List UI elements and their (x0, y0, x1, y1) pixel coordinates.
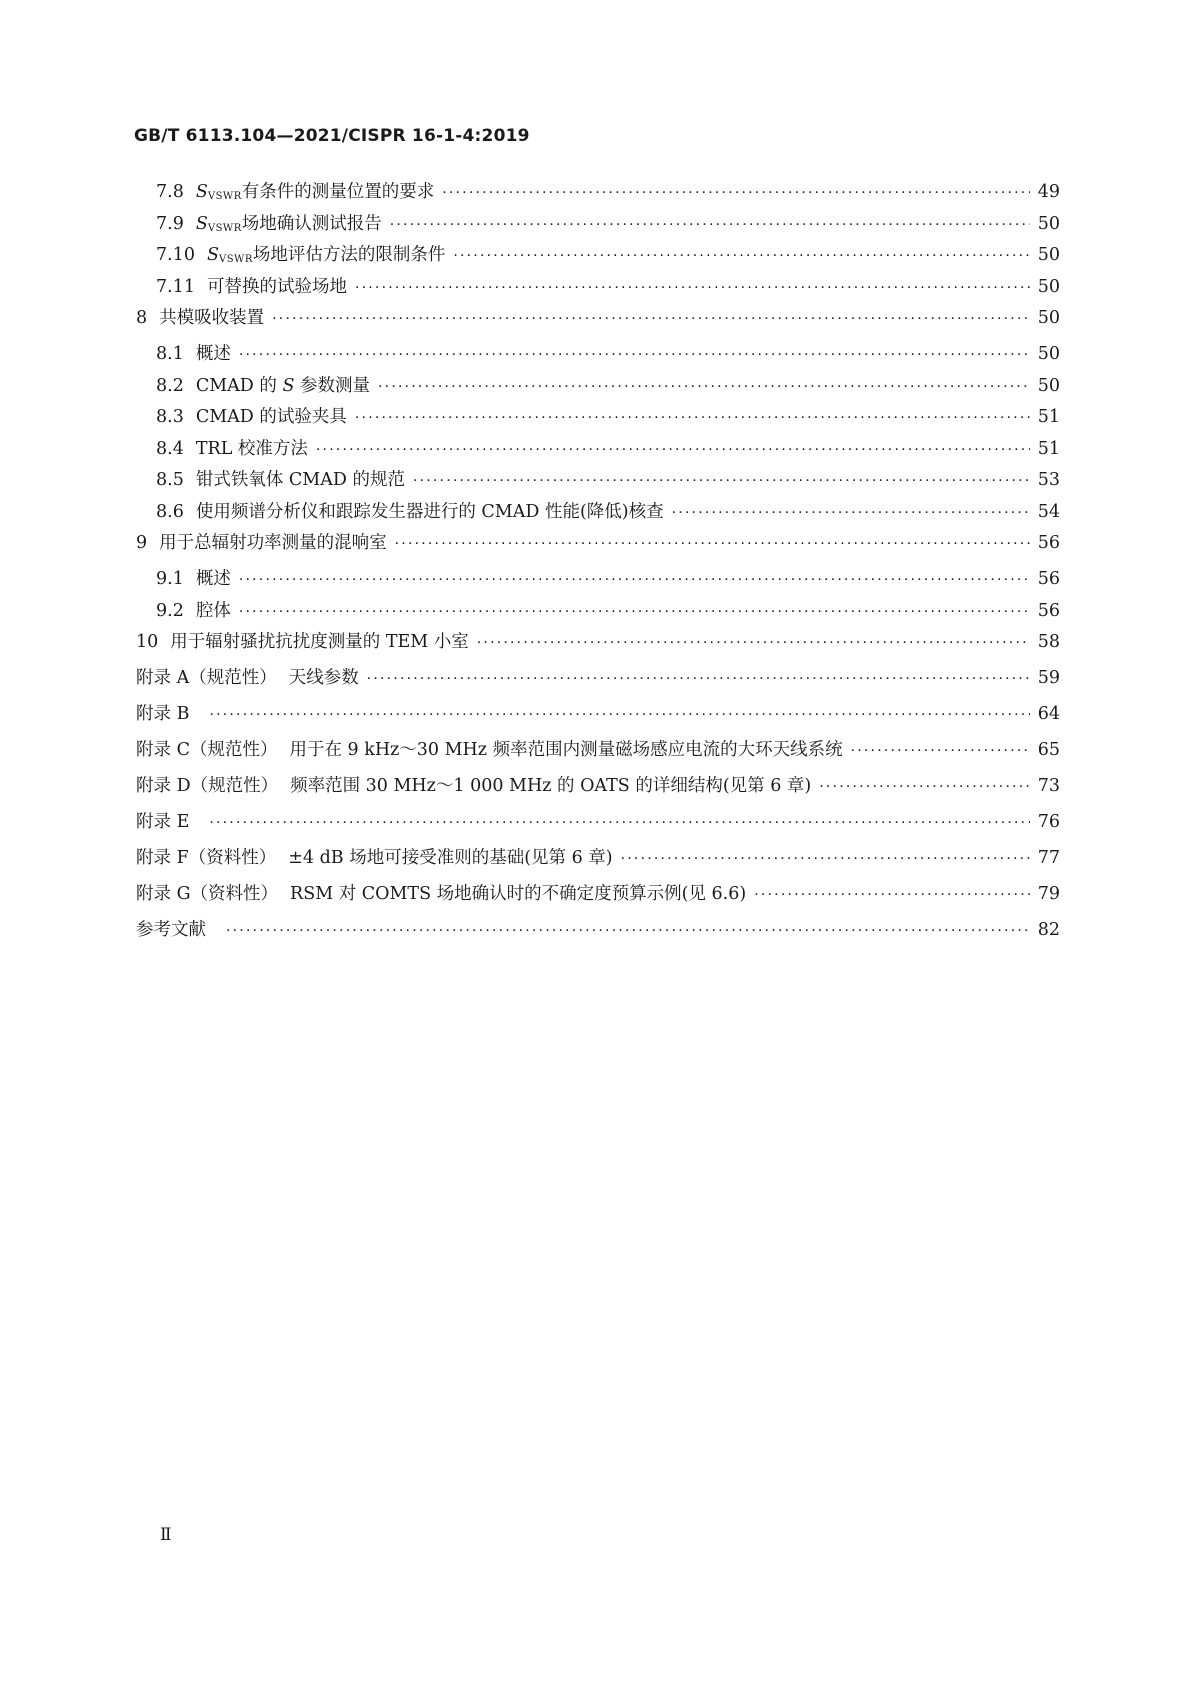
toc-leader-dots (819, 779, 1029, 795)
toc-entry[interactable] (136, 916, 1060, 952)
toc-entry-title-text: 腔体 (195, 600, 231, 621)
toc-entry-subscript: VSWR (207, 222, 242, 234)
toc-entry[interactable] (136, 403, 1060, 435)
toc-entry[interactable] (136, 844, 1060, 880)
toc-entry[interactable] (136, 808, 1060, 844)
toc-entry-title-text: 用于总辐射功率测量的混响室 (159, 533, 387, 553)
table-of-contents (136, 178, 1060, 952)
toc-entry-number: 8.5 (156, 470, 184, 490)
toc-entry-number: 8.3 (156, 407, 184, 427)
toc-leader-dots (272, 311, 1030, 327)
toc-entry-number: 9.1 (156, 569, 184, 589)
toc-entry-title (207, 273, 347, 298)
toc-entry-title (290, 880, 746, 905)
toc-entry-title-text: CMAD 的试验夹具 (195, 407, 347, 427)
toc-entry-symbol: S (195, 213, 208, 234)
toc-entry-title (196, 498, 664, 523)
toc-entry-page: 51 (1037, 438, 1060, 459)
toc-entry-title (159, 304, 264, 329)
toc-entry-title-text: 有条件的测量位置的要求 (241, 182, 435, 202)
toc-entry-page: 73 (1037, 776, 1060, 796)
toc-leader-dots (851, 743, 1030, 759)
toc-entry-title-prefix: CMAD 的 (195, 375, 283, 396)
toc-entry-title-text: 场地确认测试报告 (241, 213, 382, 234)
toc-entry[interactable] (136, 736, 1060, 772)
toc-entry[interactable] (136, 772, 1060, 808)
toc-entry-title-text: 参数测量 (294, 375, 371, 396)
toc-entry-number: 附录 A（规范性） (136, 668, 277, 688)
toc-entry-number: 附录 B (136, 704, 190, 724)
toc-entry-page: 50 (1037, 344, 1060, 364)
toc-entry-title (196, 340, 231, 365)
toc-entry[interactable] (136, 340, 1060, 372)
toc-entry-page: 59 (1037, 668, 1060, 688)
toc-entry-title-text: 概述 (195, 344, 231, 364)
toc-entry-title-text: 使用频谱分析仪和跟踪发生器进行的 CMAD 性能(降低)核查 (195, 501, 664, 522)
toc-leader-dots (453, 248, 1029, 264)
toc-entry-number: 附录 G（资料性） (136, 884, 279, 904)
toc-entry-title (196, 466, 405, 491)
toc-leader-dots (477, 635, 1030, 651)
toc-entry-page: 64 (1037, 704, 1060, 724)
toc-entry-title-text: RSM 对 COMTS 场地确认时的不确定度预算示例(见 6.6) (290, 884, 747, 904)
toc-entry[interactable] (136, 466, 1060, 498)
toc-entry-page: 76 (1037, 812, 1060, 832)
toc-entry-title-text: 频率范围 30 MHz～1 000 MHz 的 OATS 的详细结构(见第 6 章) (290, 776, 812, 796)
toc-entry-number: 9.2 (156, 600, 184, 621)
toc-entry-page: 49 (1037, 182, 1060, 202)
toc-entry[interactable] (136, 597, 1060, 629)
toc-entry-title (196, 372, 370, 397)
toc-entry[interactable] (136, 628, 1060, 664)
toc-entry-title (196, 435, 308, 460)
toc-leader-dots (239, 347, 1030, 363)
toc-leader-dots (239, 572, 1030, 588)
toc-entry-title (196, 565, 231, 590)
toc-entry-symbol: S (195, 182, 208, 202)
toc-entry-page: 82 (1037, 920, 1060, 940)
toc-leader-dots (209, 815, 1029, 831)
toc-entry-title-text: 天线参数 (288, 668, 359, 688)
toc-leader-dots (395, 536, 1030, 552)
toc-entry[interactable] (136, 664, 1060, 700)
toc-entry-number: 7.9 (156, 213, 184, 234)
toc-entry-title-text: 钳式铁氧体 CMAD 的规范 (195, 470, 405, 490)
toc-entry[interactable] (136, 700, 1060, 736)
toc-entry-title (288, 844, 612, 869)
toc-entry-number: 8.4 (156, 438, 184, 459)
toc-entry-page: 79 (1037, 884, 1060, 904)
toc-entry[interactable] (136, 880, 1060, 916)
toc-entry[interactable] (136, 241, 1060, 273)
toc-entry[interactable] (136, 372, 1060, 404)
toc-entry[interactable] (136, 304, 1060, 340)
toc-entry[interactable] (136, 529, 1060, 565)
toc-entry-title (207, 241, 445, 266)
toc-entry[interactable] (136, 435, 1060, 467)
toc-entry-page: 77 (1037, 848, 1060, 868)
toc-entry-page: 50 (1037, 375, 1060, 396)
toc-entry-title-text: 用于辐射骚扰抗扰度测量的 TEM 小室 (170, 632, 469, 652)
toc-entry-title (170, 628, 469, 653)
standard-code-header: GB/T 6113.104—2021/CISPR 16-1-4:2019 (134, 126, 530, 146)
toc-entry-number: 参考文献 (136, 920, 206, 940)
toc-entry-page: 65 (1037, 740, 1060, 760)
toc-leader-dots (413, 473, 1030, 489)
toc-entry-title (289, 736, 842, 761)
toc-entry-title (289, 664, 359, 689)
toc-leader-dots (390, 217, 1030, 233)
toc-entry-number: 7.10 (156, 245, 195, 265)
toc-leader-dots (355, 280, 1030, 296)
toc-leader-dots (378, 379, 1030, 395)
toc-entry-title (196, 403, 347, 428)
toc-entry-number: 附录 C（规范性） (136, 740, 278, 760)
toc-entry-number: 7.11 (156, 276, 195, 297)
toc-entry-number: 8.1 (156, 344, 184, 364)
toc-leader-dots (367, 671, 1030, 687)
toc-entry-title (290, 772, 811, 797)
toc-leader-dots (442, 185, 1029, 201)
toc-entry-page: 54 (1037, 501, 1060, 522)
toc-entry-title-text: 可替换的试验场地 (206, 276, 347, 297)
toc-entry-title-text: TRL 校准方法 (195, 438, 308, 459)
toc-entry-title-text: ±4 dB 场地可接受准则的基础(见第 6 章) (288, 848, 613, 868)
toc-entry-number: 7.8 (156, 182, 184, 202)
toc-entry-number: 附录 D（规范性） (136, 776, 279, 796)
toc-entry[interactable] (136, 178, 1060, 210)
toc-entry-page: 51 (1037, 407, 1060, 427)
toc-entry-subscript: VSWR (207, 191, 242, 202)
toc-leader-dots (754, 887, 1030, 903)
toc-entry-symbol: S (206, 245, 219, 265)
toc-entry-title (196, 597, 231, 622)
toc-entry-title-text: 共模吸收装置 (159, 308, 265, 328)
toc-entry-page: 56 (1037, 600, 1060, 621)
toc-entry-title-text: 场地评估方法的限制条件 (252, 245, 446, 265)
toc-entry-symbol: S (282, 375, 295, 396)
toc-entry-subscript: VSWR (218, 254, 253, 265)
toc-entry-number: 附录 E (136, 812, 190, 832)
toc-entry-title (196, 210, 382, 235)
toc-entry-number: 8.2 (156, 375, 184, 396)
page-number: Ⅱ (160, 1525, 172, 1545)
toc-leader-dots (226, 923, 1030, 939)
toc-entry-title-text: 用于在 9 kHz～30 MHz 频率范围内测量磁场感应电流的大环天线系统 (289, 740, 843, 760)
toc-entry-page: 53 (1037, 470, 1060, 490)
toc-entry[interactable] (136, 273, 1060, 305)
toc-entry-title (196, 178, 434, 203)
toc-entry-title (159, 529, 387, 554)
toc-entry[interactable] (136, 498, 1060, 530)
toc-entry-number: 10 (136, 632, 159, 652)
toc-entry-number: 8 (136, 308, 148, 328)
toc-entry-number: 8.6 (156, 501, 184, 522)
toc-leader-dots (672, 505, 1030, 521)
toc-entry[interactable] (136, 565, 1060, 597)
toc-entry-title-text: 概述 (195, 569, 231, 589)
toc-leader-dots (239, 604, 1030, 620)
toc-entry-page: 56 (1037, 569, 1060, 589)
toc-entry-page: 56 (1037, 533, 1060, 553)
toc-entry-page: 58 (1037, 632, 1060, 652)
toc-leader-dots (355, 410, 1030, 426)
toc-entry-page: 50 (1037, 308, 1060, 328)
toc-leader-dots (316, 442, 1030, 458)
toc-entry-number: 附录 F（资料性） (136, 848, 277, 868)
toc-entry-page: 50 (1037, 245, 1060, 265)
toc-entry-page: 50 (1037, 276, 1060, 297)
toc-entry-number: 9 (136, 533, 148, 553)
toc-entry-page: 50 (1037, 213, 1060, 234)
toc-leader-dots (621, 851, 1030, 867)
toc-leader-dots (209, 707, 1029, 723)
toc-entry[interactable] (136, 210, 1060, 242)
